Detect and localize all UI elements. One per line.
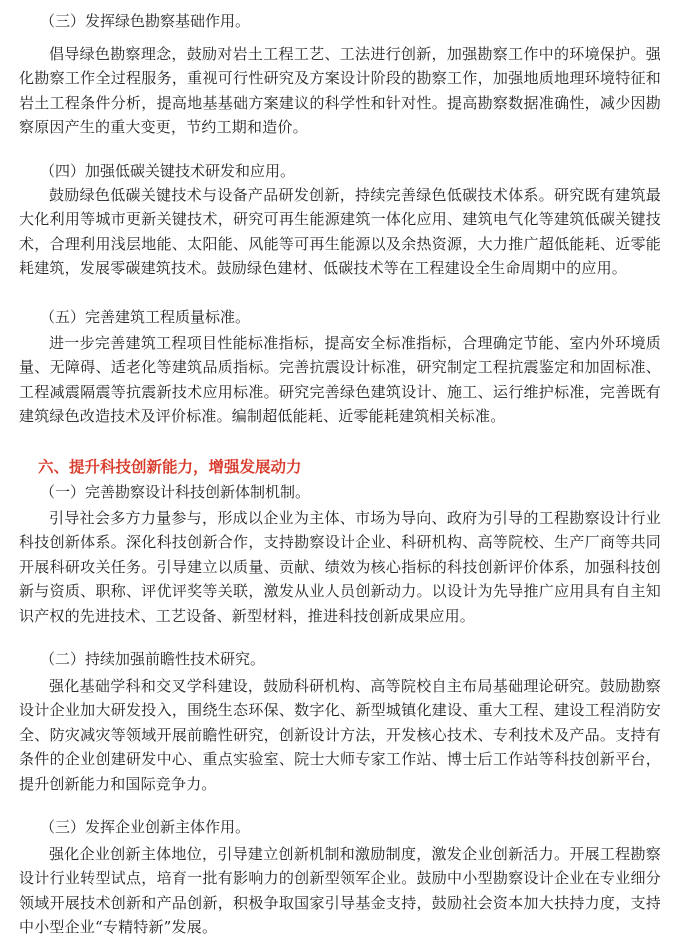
subsection-heading-low-carbon: （四）加强低碳关键技术研发和应用。 (40, 162, 296, 180)
paragraph-frontier-research: 强化基础学科和交叉学科建设，鼓励科研机构、高等院校自主布局基础理论研究。鼓励勘察设计企业加大研发投入，围绕生态环保、数字化、新型城镇化建设、重大工程、建设工程消防安全、防灾减灾等领域开展前瞻性研究，创新设计方法，开发核心技术、专利技术及产品。支持有条件的企业创建研发中心、重点实验室、院士大师专家工作站、博士后工作站等科技创新平台，提升创新能力和国际竞争力。 (19, 677, 661, 793)
paragraph-innovation-mechanism: 引导社会多方力量参与，形成以企业为主体、市场为导向、政府为引导的工程勘察设计行业科技创新体系。深化科技创新合作，支持勘察设计企业、科研机构、高等院校、生产厂商等共同开展科研攻关任务。引导建立以质量、贡献、绩效为核心指标的科技创新评价体系，加强科技创新与资质、职称、评优评奖等关联，激发从业人员创新动力。以设计为先导推广应用具有自主知识产权的先进技术、工艺设备、新型材料，推进科技创新成果应用。 (19, 509, 661, 625)
paragraph-low-carbon: 鼓励绿色低碳关键技术与设备产品研发创新，持续完善绿色低碳技术体系。研究既有建筑最大化利用等城市更新关键技术，研究可再生能源建筑一体化应用、建筑电气化等建筑低碳关键技术，合理利用浅层地能、太阳能、风能等可再生能源以及余热资源，大力推广超低能耗、近零能耗建筑，发展零碳建筑技术。鼓励绿色建材、低碳技术等在工程建设全生命周期中的应用。 (19, 186, 661, 278)
paragraph-quality-standards: 进一步完善建筑工程项目性能标准指标，提高安全标准指标，合理确定节能、室内外环境质量、无障碍、适老化等建筑品质指标。完善抗震设计标准，研究制定工程抗震鉴定和加固标准、工程减震隔震等抗震新技术应用标准。研究完善绿色建筑设计、施工、运行维护标准，完善既有建筑绿色改造技术及评价标准。编制超低能耗、近零能耗建筑相关标准。 (19, 334, 661, 426)
subsection-heading-quality-standards: （五）完善建筑工程质量标准。 (40, 308, 251, 326)
subsection-heading-enterprise-innovation: （三）发挥企业创新主体作用。 (40, 818, 251, 836)
subsection-heading-green-survey: （三）发挥绿色勘察基础作用。 (40, 12, 251, 30)
section-title-innovation: 六、提升科技创新能力，增强发展动力 (38, 457, 302, 476)
paragraph-enterprise-innovation: 强化企业创新主体地位，引导建立创新机制和激励制度，激发企业创新活力。开展工程勘察设计行业转型试点，培育一批有影响力的创新型领军企业。鼓励中小型勘察设计企业在专业细分领域开展技术创新和产品创新，积极争取国家引导基金支持，鼓励社会资本加大扶持力度，支持中小型企业“专精特新”发展。 (19, 845, 661, 937)
subsection-heading-frontier-research: （二）持续加强前瞻性技术研究。 (40, 650, 266, 668)
subsection-heading-innovation-mechanism: （一）完善勘察设计科技创新体制机制。 (40, 483, 311, 501)
paragraph-green-survey: 倡导绿色勘察理念，鼓励对岩土工程工艺、工法进行创新，加强勘察工作中的环境保护。强化勘察工作全过程服务，重视可行性研究及方案设计阶段的勘察工作，加强地质地理环境特征和岩土工程条件分析，提高地基基础方案建议的科学性和针对性。提高勘察数据准确性，减少因勘察原因产生的重大变更，节约工期和造价。 (19, 45, 661, 137)
